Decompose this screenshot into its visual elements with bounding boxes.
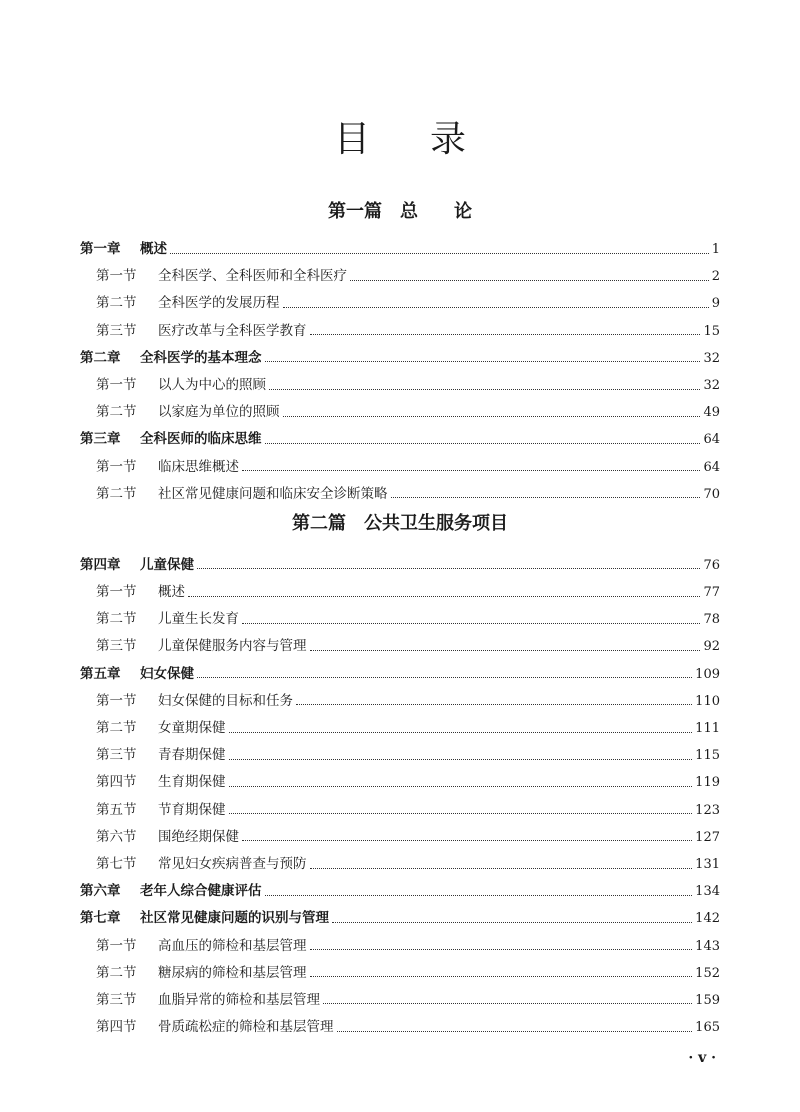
toc-chapter-row[interactable] [80, 236, 720, 263]
toc-section-row[interactable] [80, 606, 720, 633]
page-ref: 159 [695, 992, 720, 1008]
toc-section-row[interactable] [80, 633, 720, 660]
page-ref: 131 [695, 856, 720, 872]
toc-section-row[interactable] [80, 454, 720, 481]
chapter-number: 第五章 [80, 665, 121, 682]
toc-section-row[interactable] [80, 769, 720, 796]
dot-leader [283, 415, 701, 417]
section-title: 社区常见健康问题和临床安全诊断策略 [158, 485, 388, 502]
toc-section-row[interactable] [80, 960, 720, 987]
chapter-number: 第一章 [80, 241, 121, 257]
section-number: 第二节 [96, 295, 137, 312]
section-number: 第三节 [96, 747, 137, 764]
section-number: 第五节 [96, 801, 137, 818]
page-ref: 2 [711, 269, 720, 285]
chapter-title: 全科医学的基本理念 [140, 349, 262, 366]
toc-section-row[interactable] [80, 851, 720, 878]
toc-section-row[interactable] [80, 715, 720, 742]
section-number: 第一节 [96, 584, 137, 601]
section-title: 临床思维概述 [158, 458, 239, 475]
dot-leader [350, 279, 709, 281]
section-number: 第二节 [96, 964, 137, 981]
toc-section-row[interactable] [80, 263, 720, 290]
dot-leader [296, 703, 692, 705]
chapter-title: 儿童保健 [140, 556, 194, 573]
toc-chapter-row[interactable] [80, 345, 720, 372]
toc-section-row[interactable] [80, 987, 720, 1014]
chapter-number: 第四章 [80, 556, 121, 573]
dot-leader [265, 360, 701, 362]
section-title: 围绝经期保健 [158, 828, 239, 845]
toc-chapter-row[interactable] [80, 661, 720, 688]
section-number: 第三节 [96, 991, 137, 1008]
section-number: 第三节 [96, 638, 137, 655]
toc-section-row[interactable] [80, 824, 720, 851]
page-ref: 49 [703, 405, 720, 421]
dot-leader [265, 894, 693, 896]
section-title: 儿童生长发育 [158, 611, 239, 628]
dot-leader [310, 975, 693, 977]
section-number: 第二节 [96, 404, 137, 421]
toc-chapter-row[interactable] [80, 878, 720, 905]
dot-leader [170, 252, 709, 254]
dot-leader [229, 758, 693, 760]
section-title: 节育期保健 [158, 801, 226, 818]
toc-section-row[interactable] [80, 372, 720, 399]
chapter-title: 老年人综合健康评估 [140, 883, 262, 900]
dot-leader [310, 867, 693, 869]
toc-section-row[interactable] [80, 318, 720, 345]
section-number: 第二节 [96, 485, 137, 502]
page-ref: 15 [703, 323, 720, 339]
section-title: 生育期保健 [158, 774, 226, 791]
section-title: 以人为中心的照顾 [158, 376, 266, 393]
section-number: 第一节 [96, 268, 137, 285]
toc-chapter-row[interactable] [80, 426, 720, 453]
section-title: 高血压的筛检和基层管理 [158, 937, 307, 954]
page-ref: 127 [695, 829, 720, 845]
dot-leader [242, 839, 692, 841]
dot-leader [283, 306, 709, 308]
chapter-title: 社区常见健康问题的识别与管理 [140, 910, 329, 927]
dot-leader [229, 785, 693, 787]
page-ref: 110 [695, 693, 720, 709]
page-ref: 109 [695, 666, 720, 682]
page-ref: 32 [703, 377, 720, 393]
section-number: 第二节 [96, 720, 137, 736]
section-title: 常见妇女疾病普查与预防 [158, 855, 307, 872]
section-title: 糖尿病的筛检和基层管理 [158, 964, 307, 981]
chapter-number: 第二章 [80, 349, 121, 366]
section-number: 第二节 [96, 611, 137, 628]
dot-leader [337, 1030, 693, 1032]
toc-section-row[interactable] [80, 481, 720, 508]
section-number: 第三节 [96, 322, 137, 339]
section-title: 血脂异常的筛检和基层管理 [158, 991, 320, 1008]
section-title: 全科医学、全科医师和全科医疗 [158, 268, 347, 285]
section-number: 第四节 [96, 1019, 137, 1036]
page-ref: 115 [695, 748, 720, 764]
section-title: 女童期保健 [158, 720, 226, 736]
chapter-number: 第三章 [80, 431, 121, 448]
section-number: 第四节 [96, 774, 137, 791]
toc-section-row[interactable] [80, 933, 720, 960]
dot-leader [229, 812, 693, 814]
chapter-number: 第六章 [80, 883, 121, 900]
dot-leader [229, 731, 693, 733]
dot-leader [332, 921, 692, 923]
dot-leader [391, 496, 701, 498]
dot-leader [197, 676, 692, 678]
page-ref: 123 [695, 802, 720, 818]
toc-section-row[interactable] [80, 1014, 720, 1041]
section-number: 第一节 [96, 376, 137, 393]
page-ref: 165 [695, 1020, 720, 1036]
dot-leader [323, 1002, 692, 1004]
page-ref: 78 [703, 612, 720, 628]
section-title: 以家庭为单位的照顾 [158, 404, 280, 421]
page-ref: 119 [695, 775, 720, 791]
section-number: 第七节 [96, 855, 137, 872]
page-number: · v · [688, 1050, 716, 1066]
dot-leader [310, 948, 693, 950]
section-title: 概述 [158, 584, 185, 601]
page-ref: 64 [703, 432, 720, 448]
page-ref: 152 [695, 965, 720, 981]
toc-section-row[interactable] [80, 579, 720, 606]
page-ref: 134 [695, 884, 720, 900]
page-ref: 111 [695, 721, 720, 736]
page-ref: 76 [703, 557, 720, 573]
section-title: 医疗改革与全科医学教育 [158, 322, 307, 339]
toc-section-row[interactable] [80, 797, 720, 824]
page-ref: 9 [711, 296, 720, 312]
page-title: 目录 [333, 119, 526, 160]
dot-leader [197, 567, 700, 569]
part-heading-2: 第二篇 公共卫生服务项目 [292, 512, 508, 534]
dot-leader [188, 595, 700, 597]
chapter-title: 全科医师的临床思维 [140, 431, 262, 448]
dot-leader [242, 469, 700, 471]
dot-leader [242, 622, 700, 624]
section-title: 妇女保健的目标和任务 [158, 692, 293, 709]
part-heading-1: 第一篇 总 论 [328, 201, 472, 222]
page-ref: 142 [695, 911, 720, 927]
section-title: 骨质疏松症的筛检和基层管理 [158, 1019, 334, 1036]
section-title: 儿童保健服务内容与管理 [158, 638, 307, 655]
page-ref: 77 [703, 585, 720, 601]
toc-section-row[interactable] [80, 688, 720, 715]
toc-chapter-row[interactable] [80, 552, 720, 579]
dot-leader [310, 649, 701, 651]
page-ref: 92 [703, 639, 720, 655]
dot-leader [265, 442, 701, 444]
dot-leader [269, 388, 700, 390]
table-of-contents [80, 236, 720, 1041]
section-title: 全科医学的发展历程 [158, 295, 280, 312]
toc-section-row[interactable] [80, 742, 720, 769]
page-ref: 143 [695, 938, 720, 954]
toc-section-row[interactable] [80, 399, 720, 426]
section-title: 青春期保健 [158, 747, 226, 764]
dot-leader [310, 333, 701, 335]
page-ref: 64 [703, 459, 720, 475]
page-ref: 32 [703, 350, 720, 366]
chapter-title: 概述 [140, 241, 167, 257]
toc-section-row[interactable] [80, 290, 720, 317]
part-heading-wrapper [80, 508, 720, 552]
section-number: 第一节 [96, 458, 137, 475]
page-ref: 1 [711, 242, 720, 257]
chapter-title: 妇女保健 [140, 665, 194, 682]
section-number: 第一节 [96, 937, 137, 954]
section-number: 第一节 [96, 692, 137, 709]
toc-chapter-row[interactable] [80, 905, 720, 932]
section-number: 第六节 [96, 828, 137, 845]
chapter-number: 第七章 [80, 910, 121, 927]
page-ref: 70 [703, 486, 720, 502]
